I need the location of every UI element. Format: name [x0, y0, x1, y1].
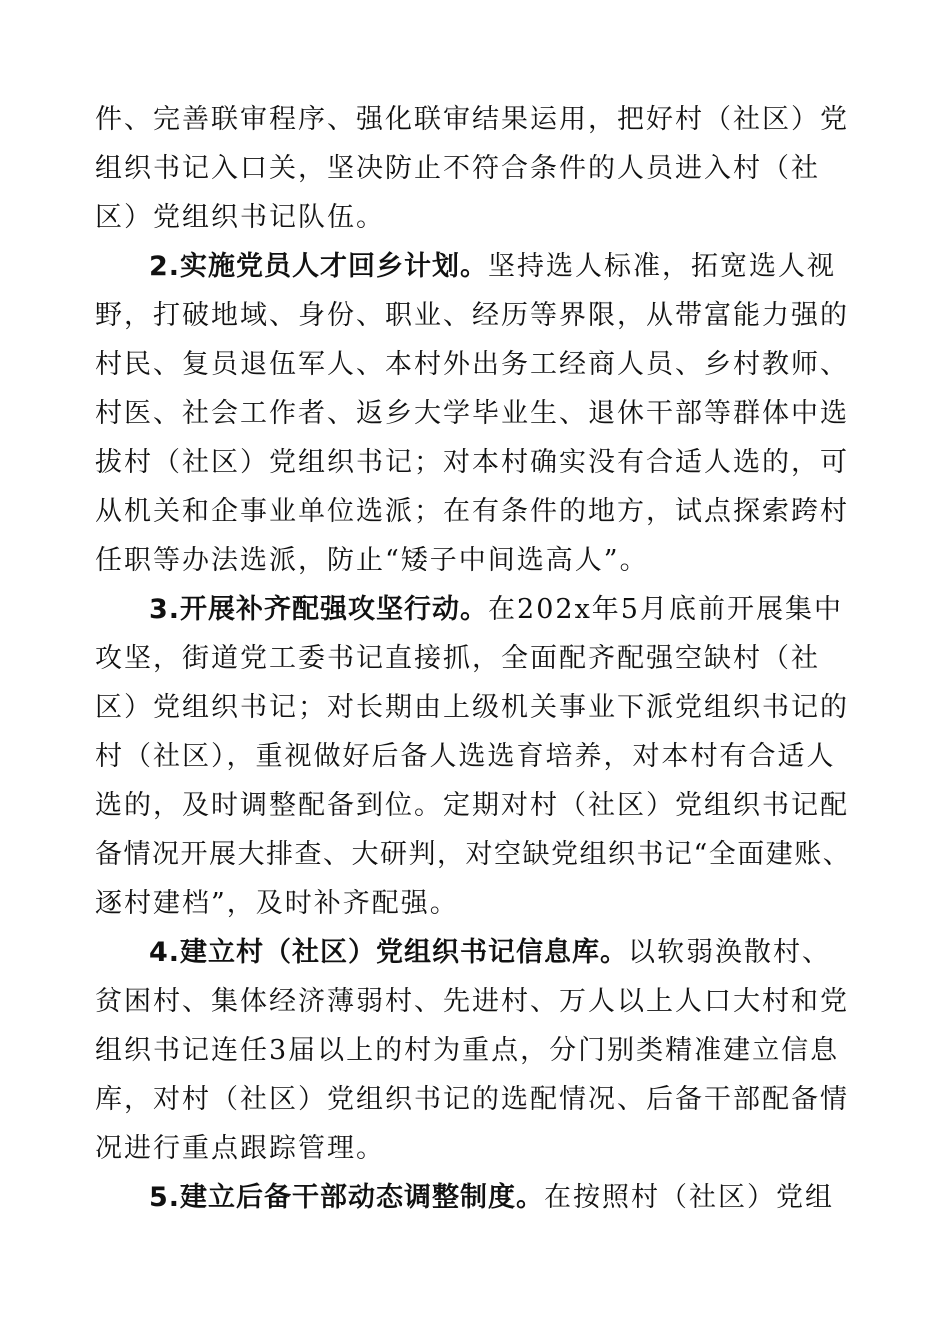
item-3-line-6: 备情况开展大排查、大研判，对空缺党组织书记“全面建账、 [95, 839, 852, 870]
item-2-line-7: 任职等办法选派，防止“矮子中间选高人”。 [95, 545, 649, 576]
item-4-heading: 4.建立村（社区）党组织书记信息库。 [149, 937, 629, 968]
intro-line-3: 区）党组织书记队伍。 [95, 202, 385, 233]
item-3-line-2: 攻坚，街道党工委书记直接抓，全面配齐配强空缺村（社 [95, 643, 820, 674]
item-4-line-4: 库，对村（社区）党组织书记的选配情况、后备干部配备情 [95, 1084, 849, 1115]
item-4-first-line-text: 以软弱涣散村、 [628, 937, 832, 968]
item-3-line-4: 村（社区），重视做好后备人选选育培养，对本村有合适人 [95, 741, 836, 772]
item-5-first-line [149, 1173, 834, 1223]
item-4-line-3: 组织书记连任3届以上的村为重点，分门别类精准建立信息 [95, 1035, 840, 1066]
item-2-line-2: 野，打破地域、身份、职业、经历等界限，从带富能力强的 [95, 300, 849, 331]
item-4-line-2: 贫困村、集体经济薄弱村、先进村、万人以上人口大村和党 [95, 986, 849, 1017]
item-4-first-line [149, 928, 831, 978]
item-2-heading: 2.实施党员人才回乡计划。 [149, 251, 489, 282]
item-2-line-5: 拔村（社区）党组织书记；对本村确实没有合适人选的，可 [95, 447, 849, 478]
item-3-heading: 3.开展补齐配强攻坚行动。 [149, 594, 489, 625]
item-5-first-line-text: 在按照村（社区）党组 [544, 1182, 835, 1213]
intro-line-1: 件、完善联审程序、强化联审结果运用，把好村（社区）党 [95, 104, 849, 135]
item-3-line-3: 区）党组织书记；对长期由上级机关事业下派党组织书记的 [95, 692, 849, 723]
intro-line-2: 组织书记入口关，坚决防止不符合条件的人员进入村（社 [95, 153, 820, 184]
item-2-line-6: 从机关和企事业单位选派；在有条件的地方，试点探索跨村 [95, 496, 849, 527]
item-2-line-3: 村民、复员退伍军人、本村外出务工经商人员、乡村教师、 [95, 349, 849, 380]
item-2-first-line [149, 242, 836, 292]
item-3-first-line-text: 在202x年5月底前开展集中 [488, 594, 843, 625]
item-3-first-line [149, 585, 843, 635]
item-3-line-7: 逐村建档”，及时补齐配强。 [95, 888, 459, 919]
item-2-line-4: 村医、社会工作者、返乡大学毕业生、退休干部等群体中选 [95, 398, 849, 429]
item-3-line-5: 选的，及时调整配备到位。定期对村（社区）党组织书记配 [95, 790, 849, 821]
item-2-first-line-text: 坚持选人标准，拓宽选人视 [488, 251, 837, 282]
item-5-heading: 5.建立后备干部动态调整制度。 [149, 1182, 545, 1213]
item-4-line-5: 况进行重点跟踪管理。 [95, 1133, 385, 1164]
